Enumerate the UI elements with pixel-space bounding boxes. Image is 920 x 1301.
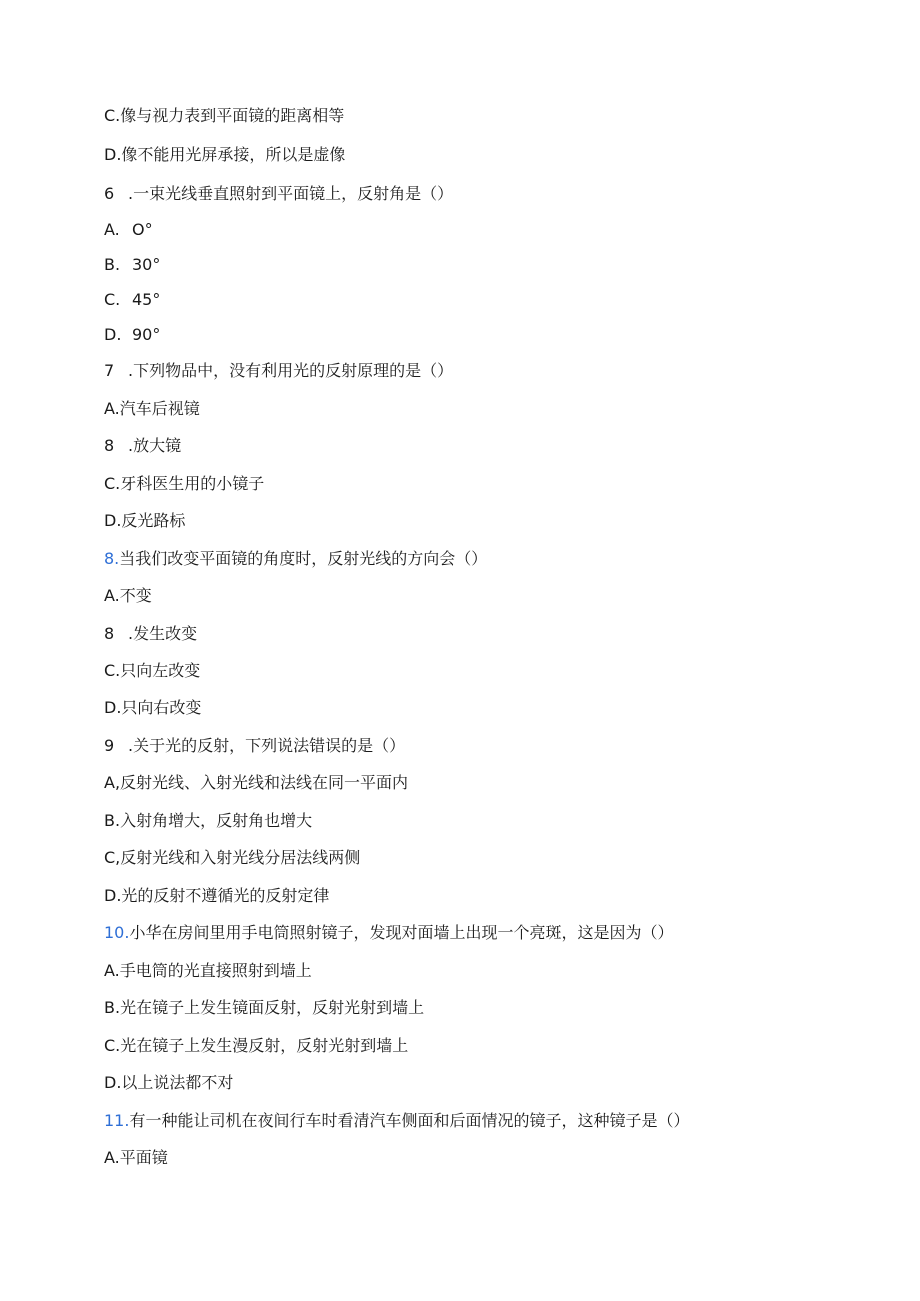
option-c-q10: [104, 1036, 408, 1056]
question-8: [104, 549, 487, 569]
question-text: .关于光的反射，下列说法错误的是（）: [128, 736, 406, 755]
option-a-q6: [104, 220, 153, 240]
question-10: [104, 923, 673, 943]
option-a-q8: [104, 586, 152, 606]
option-c-q8: [104, 661, 200, 681]
option-a-q7: [104, 399, 200, 419]
option-text: O°: [132, 220, 153, 239]
option-text: 45°: [132, 290, 161, 309]
line-text: B.入射角增大，反射角也增大: [104, 811, 313, 830]
line-text: D.像不能用光屏承接，所以是虚像: [104, 145, 346, 164]
option-d-q5: [104, 145, 345, 165]
line-text: A.汽车后视镜: [104, 399, 200, 418]
question-text: .下列物品中，没有利用光的反射原理的是（）: [128, 361, 454, 380]
question-number: 11.: [104, 1111, 130, 1130]
option-a-q9: [104, 773, 408, 793]
option-d-q7: [104, 511, 185, 531]
question-number: 10.: [104, 923, 130, 942]
option-b-q10: [104, 998, 424, 1018]
line-text: C,反射光线和入射光线分居法线两侧: [104, 848, 361, 867]
line-text: D.以上说法都不对: [104, 1073, 234, 1092]
question-text: 小华在房间里用手电筒照射镜子，发现对面墙上出现一个亮斑，这是因为（）: [129, 923, 674, 942]
question-number: 9: [104, 736, 115, 755]
option-d-q6: [104, 325, 160, 345]
option-letter: D.: [104, 325, 122, 344]
line-text: C.牙科医生用的小镜子: [104, 474, 265, 493]
line-text: B.光在镜子上发生镜面反射，反射光射到墙上: [104, 998, 425, 1017]
line-text: A.平面镜: [104, 1148, 168, 1167]
option-text: 30°: [132, 255, 161, 274]
option-c-q9: [104, 848, 360, 868]
option-letter: A.: [104, 220, 120, 239]
question-text: 当我们改变平面镜的角度时，反射光线的方向会（）: [119, 549, 488, 568]
line-text: D.只向右改变: [104, 698, 202, 717]
line-text: C.像与视力表到平面镜的距离相等: [104, 106, 345, 125]
option-b-q7: [104, 436, 181, 456]
option-b-q6: [104, 255, 160, 275]
option-b-q9: [104, 811, 312, 831]
line-text: A.手电筒的光直接照射到墙上: [104, 961, 312, 980]
option-c-q7: [104, 474, 264, 494]
question-text: 有一种能让司机在夜间行车时看清汽车侧面和后面情况的镜子，这种镜子是（）: [129, 1111, 690, 1130]
option-d-q9: [104, 886, 329, 906]
option-d-q8: [104, 698, 201, 718]
option-b-q8: [104, 624, 197, 644]
line-text: D.光的反射不遵循光的反射定律: [104, 886, 330, 905]
option-text: 90°: [132, 325, 161, 344]
question-9: [104, 736, 405, 756]
question-6: [104, 184, 453, 204]
option-text: .放大镜: [128, 436, 182, 455]
line-text: C.只向左改变: [104, 661, 201, 680]
option-d-q10: [104, 1073, 233, 1093]
option-text: .发生改变: [128, 624, 198, 643]
option-a-q10: [104, 961, 312, 981]
line-text: C.光在镜子上发生漫反射，反射光射到墙上: [104, 1036, 409, 1055]
option-letter: C.: [104, 290, 121, 309]
option-letter: B.: [104, 255, 121, 274]
option-letter: 8: [104, 436, 115, 455]
question-11: [104, 1111, 689, 1131]
question-number: 8.: [104, 549, 120, 568]
line-text: D.反光路标: [104, 511, 186, 530]
question-number: 7: [104, 361, 115, 380]
option-c-q6: [104, 290, 160, 310]
line-text: A,反射光线、入射光线和法线在同一平面内: [104, 773, 409, 792]
option-letter: 8: [104, 624, 115, 643]
option-a-q11: [104, 1148, 168, 1168]
line-text: A.不变: [104, 586, 152, 605]
question-text: .一束光线垂直照射到平面镜上，反射角是（）: [128, 184, 454, 203]
option-c-q5: [104, 106, 344, 126]
question-7: [104, 361, 453, 381]
question-number: 6: [104, 184, 115, 203]
